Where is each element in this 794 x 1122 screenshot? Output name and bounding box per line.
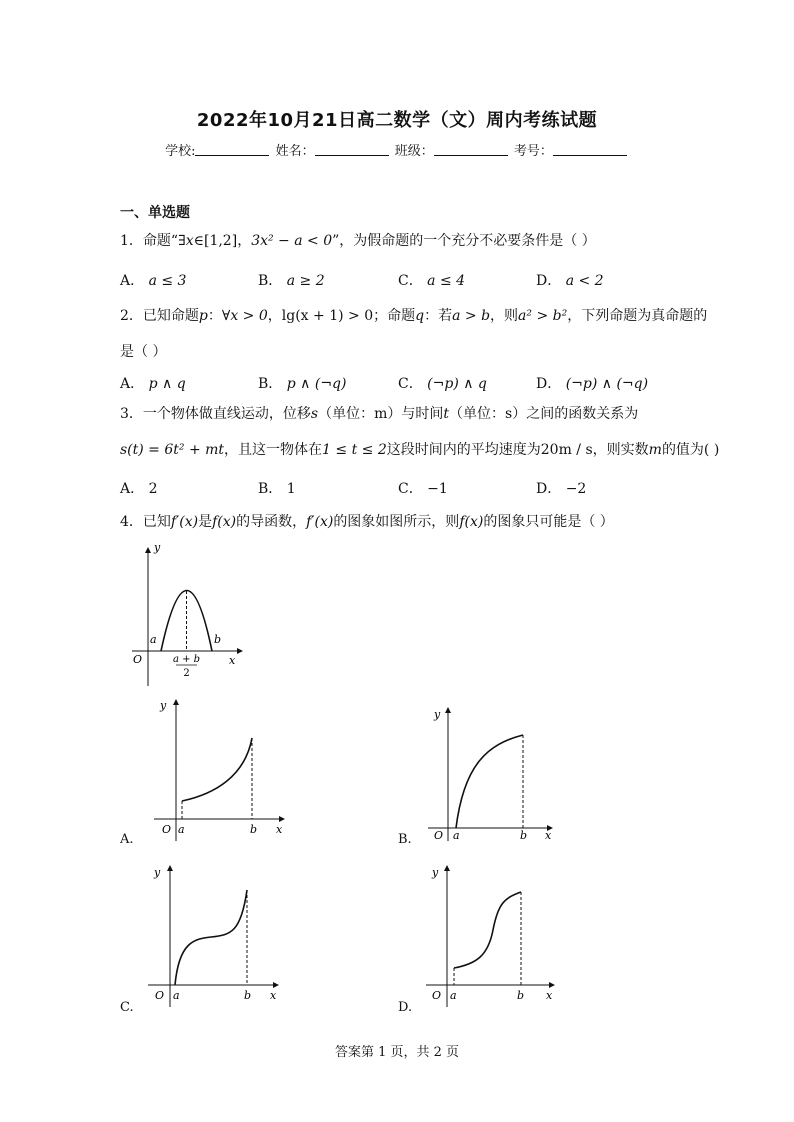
- origin-label: O: [133, 653, 143, 666]
- option-label: C．: [398, 273, 423, 289]
- q1-interval: [1,2]: [203, 233, 238, 249]
- q2-p: p: [198, 308, 208, 324]
- option-label: B．: [258, 481, 283, 497]
- q2-text-8: 是（ ）: [120, 344, 167, 360]
- option-text: (¬p) ∧ (¬q): [565, 376, 649, 392]
- y-label: y: [434, 708, 441, 721]
- school-blank[interactable]: [195, 143, 269, 156]
- option-text: 2: [148, 481, 158, 497]
- option-text: p ∧ q: [148, 376, 186, 392]
- option-text: (¬p) ∧ q: [427, 376, 487, 392]
- q1-inequality: 3x² − a < 0: [251, 233, 333, 249]
- a-label: a: [178, 823, 185, 836]
- q2-text-3: ，: [267, 308, 282, 324]
- q3-number: 3．: [120, 406, 143, 422]
- q4-f1: f(x): [212, 514, 237, 530]
- q2-number: 2．: [120, 308, 143, 324]
- q3-text-3: ）与时间: [387, 406, 444, 422]
- name-blank[interactable]: [315, 143, 389, 156]
- q3-speed: 20m / s: [540, 442, 593, 458]
- x-label: x: [276, 823, 283, 836]
- q3-text-9: 的值为( ): [661, 442, 720, 458]
- question-4: [120, 512, 614, 532]
- q1-option-d[interactable]: [536, 270, 604, 290]
- midpoint-numerator: a + b: [172, 654, 201, 665]
- b-label: b: [520, 829, 528, 841]
- b-label: b: [250, 823, 258, 836]
- q2-text-5: ：若: [424, 308, 453, 324]
- y-label: y: [432, 866, 439, 879]
- page-footer: 答案第 1 页，共 2 页: [334, 1045, 460, 1060]
- origin-label: O: [155, 989, 165, 1002]
- option-label: D．: [536, 481, 562, 497]
- q3-range: 1 ≤ t ≤ 2: [322, 442, 387, 458]
- option-label: D．: [536, 376, 562, 392]
- option-text: 1: [286, 481, 296, 497]
- q1-option-c[interactable]: [398, 270, 465, 290]
- question-3-cont: [120, 440, 719, 460]
- choice-d-graph[interactable]: [426, 862, 560, 1007]
- q4-text-3: 的导函数，: [236, 514, 307, 530]
- q3-text-4: （单位：: [449, 406, 506, 422]
- q3-formula: s(t) = 6t² + mt: [120, 442, 225, 458]
- q3-s: s: [310, 406, 319, 422]
- q2-text-7: ，下列命题为真命题的: [567, 308, 708, 324]
- option-label: D．: [536, 273, 562, 289]
- q4-text-1: 已知: [142, 514, 171, 530]
- q2-cond1: ∀x > 0: [221, 308, 268, 324]
- origin-label: O: [162, 823, 172, 836]
- midpoint-denominator: 2: [183, 668, 190, 679]
- section-heading: 一、单选题: [120, 205, 190, 221]
- q4-fp1: f′(x): [170, 514, 199, 530]
- question-3: [120, 404, 638, 424]
- q3-option-b[interactable]: [258, 478, 296, 498]
- q2-cond4: a² > b²: [518, 308, 568, 324]
- q2-cond2: lg(x + 1) > 0: [281, 308, 374, 324]
- choice-b-label[interactable]: B.: [398, 832, 412, 847]
- q1-sep: ，: [237, 233, 252, 249]
- q2-text-2: ：: [207, 308, 222, 324]
- q3-text-1: 一个物体做直线运动，位移: [142, 406, 311, 422]
- choice-b-graph[interactable]: [428, 704, 558, 841]
- exam-number-blank[interactable]: [553, 143, 627, 156]
- option-label: A．: [120, 376, 145, 392]
- b-label: b: [244, 989, 252, 1002]
- q3-text-6: ，且这一物体在: [224, 442, 323, 458]
- q1-exists: ∃: [178, 233, 186, 249]
- q4-fp2: f′(x): [306, 514, 334, 530]
- choice-d-label[interactable]: D.: [398, 1000, 413, 1015]
- option-label: B．: [258, 273, 283, 289]
- q1-option-b[interactable]: [258, 270, 325, 290]
- class-label: 班级：: [394, 144, 434, 159]
- q3-text-8: ，则实数: [592, 442, 649, 458]
- y-label: y: [154, 541, 161, 554]
- a-label: a: [450, 989, 457, 1002]
- a-label: a: [173, 989, 180, 1002]
- q1-text-2: ”，为假命题的一个充分不必要条件是（ ）: [332, 233, 596, 249]
- option-text: a ≥ 2: [286, 273, 325, 289]
- q4-number: 4．: [120, 514, 143, 530]
- b-label: b: [214, 633, 222, 646]
- q3-option-d[interactable]: [536, 478, 586, 498]
- b-label: b: [517, 989, 525, 1002]
- class-blank[interactable]: [434, 143, 508, 156]
- choice-c-graph[interactable]: [146, 862, 286, 1007]
- q3-text-2: （单位：: [318, 406, 375, 422]
- a-label: a: [453, 829, 460, 841]
- y-label: y: [160, 699, 167, 712]
- question-2-cont: [120, 342, 166, 362]
- choice-a-graph[interactable]: [150, 696, 290, 841]
- choice-c-label[interactable]: C.: [120, 1000, 134, 1015]
- q4-f2: f(x): [459, 514, 484, 530]
- q3-option-c[interactable]: [398, 478, 448, 498]
- option-text: p ∧ (¬q): [286, 376, 347, 392]
- q2-cond3: a > b: [452, 308, 491, 324]
- q3-mvar: m: [648, 442, 662, 458]
- q1-number: 1．: [120, 233, 143, 249]
- option-text: −2: [565, 481, 587, 497]
- q1-option-a[interactable]: [120, 270, 186, 290]
- x-label: x: [270, 989, 277, 1002]
- curve: [175, 890, 247, 985]
- school-label: 学校:: [165, 144, 196, 159]
- q2-q: q: [415, 308, 425, 324]
- option-label: A．: [120, 481, 145, 497]
- y-label: y: [154, 866, 161, 879]
- q3-option-a[interactable]: [120, 478, 158, 498]
- origin-label: O: [434, 829, 444, 841]
- q3-sec: s: [505, 406, 513, 422]
- question-1: [120, 231, 596, 251]
- q3-text-7: 这段时间内的平均速度为: [386, 442, 541, 458]
- q2-text-4: ；命题: [373, 308, 416, 324]
- option-text: a ≤ 4: [427, 273, 466, 289]
- option-label: C．: [398, 481, 423, 497]
- q2-text-6: ，则: [490, 308, 519, 324]
- curve: [456, 735, 523, 828]
- curve: [454, 892, 521, 968]
- q3-t: t: [443, 406, 450, 422]
- a-label: a: [150, 633, 157, 646]
- q2-option-b[interactable]: [258, 373, 346, 393]
- x-label: x: [545, 829, 552, 841]
- q4-text-2: 是: [198, 514, 213, 530]
- choice-a-label[interactable]: A.: [120, 832, 134, 847]
- option-label: C．: [398, 376, 423, 392]
- q2-option-d[interactable]: [536, 373, 648, 393]
- q2-option-c[interactable]: [398, 373, 487, 393]
- question-2: [120, 306, 707, 326]
- curve: [182, 738, 252, 801]
- q4-text-4: 的图象如图所示，则: [333, 514, 460, 530]
- student-info-fields: [0, 140, 794, 159]
- option-text: a < 2: [565, 273, 604, 289]
- q1-text-1: 命题“: [142, 233, 179, 249]
- page-title: 2022年10月21日高二数学（文）周内考练试题: [196, 110, 598, 131]
- q2-text-1: 已知命题: [142, 308, 199, 324]
- option-text: −1: [427, 481, 448, 497]
- exam-number-label: 考号：: [513, 144, 553, 159]
- option-text: a ≤ 3: [148, 273, 187, 289]
- x-label: x: [546, 989, 553, 1002]
- option-label: A．: [120, 273, 145, 289]
- origin-label: O: [432, 989, 442, 1002]
- q2-option-a[interactable]: [120, 373, 186, 393]
- x-label: x: [229, 654, 236, 667]
- q4-text-5: 的图象只可能是（ ）: [483, 514, 614, 530]
- q1-var: x: [185, 233, 194, 249]
- option-label: B．: [258, 376, 283, 392]
- q3-m: m: [374, 406, 388, 422]
- name-label: 姓名：: [275, 144, 315, 159]
- derivative-graph: [128, 540, 248, 686]
- q3-text-5: ）之间的函数关系为: [512, 406, 639, 422]
- q1-in: ∈: [193, 233, 204, 249]
